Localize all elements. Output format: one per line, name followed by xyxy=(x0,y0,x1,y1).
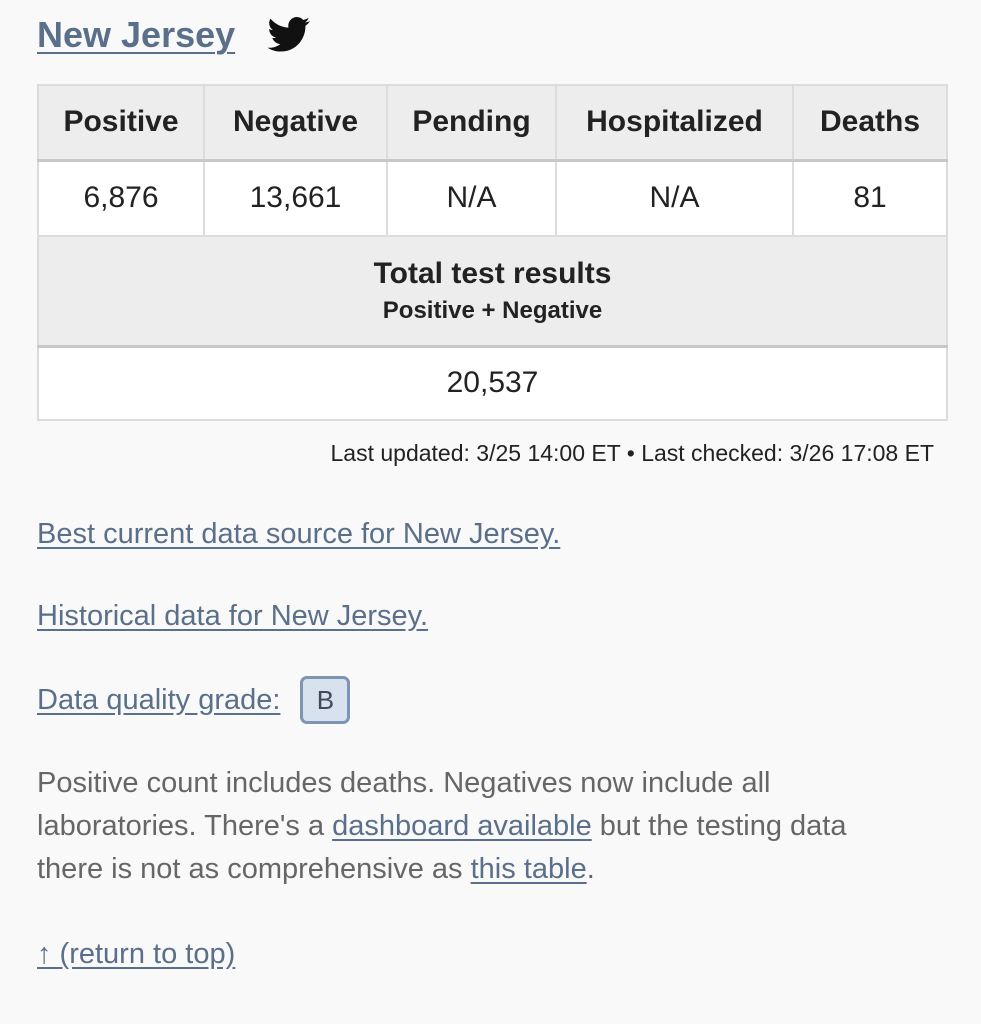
col-negative: Negative xyxy=(204,85,387,160)
total-header xyxy=(38,236,947,346)
value-hospitalized: N/A xyxy=(556,160,793,236)
this-table-link[interactable]: this table xyxy=(470,853,587,885)
col-deaths: Deaths xyxy=(793,85,947,160)
twitter-icon[interactable] xyxy=(267,17,311,53)
col-hospitalized: Hospitalized xyxy=(556,85,793,160)
col-positive: Positive xyxy=(38,85,204,160)
last-updated-text: Last updated: 3/25 14:00 ET • Last checked: 3/26 17:08 ET xyxy=(330,440,934,466)
grade-label-link[interactable]: Data quality grade: xyxy=(37,683,281,716)
total-value-row xyxy=(38,346,947,420)
grade-badge: B xyxy=(300,676,350,724)
header-row xyxy=(38,85,947,160)
note-text-1: Positive count includes deaths. Negatives now include all laboratories. There's a xyxy=(37,767,771,842)
note-text-2: but the testing data there is not as comprehensive as xyxy=(37,810,847,885)
value-negative: 13,661 xyxy=(204,160,387,236)
value-pending: N/A xyxy=(387,160,556,236)
total-title: Total test results xyxy=(373,256,612,290)
col-pending: Pending xyxy=(387,85,556,160)
total-header-row xyxy=(38,236,947,346)
total-value: 20,537 xyxy=(38,346,947,420)
historical-data-link[interactable]: Historical data for New Jersey. xyxy=(37,600,429,632)
values-row xyxy=(38,160,947,236)
value-positive: 6,876 xyxy=(38,160,204,236)
return-to-top-link[interactable]: ↑ (return to top) xyxy=(37,938,236,970)
grade-row xyxy=(37,676,350,724)
state-header xyxy=(37,10,311,60)
state-title-link[interactable]: New Jersey xyxy=(37,14,236,55)
value-deaths: 81 xyxy=(793,160,947,236)
total-subtitle: Positive + Negative xyxy=(382,296,603,324)
state-note xyxy=(37,762,917,891)
dashboard-link[interactable]: dashboard available xyxy=(332,810,592,842)
note-text-3: . xyxy=(586,853,595,885)
best-source-link[interactable]: Best current data source for New Jersey. xyxy=(37,518,561,550)
stats-table xyxy=(37,84,948,421)
